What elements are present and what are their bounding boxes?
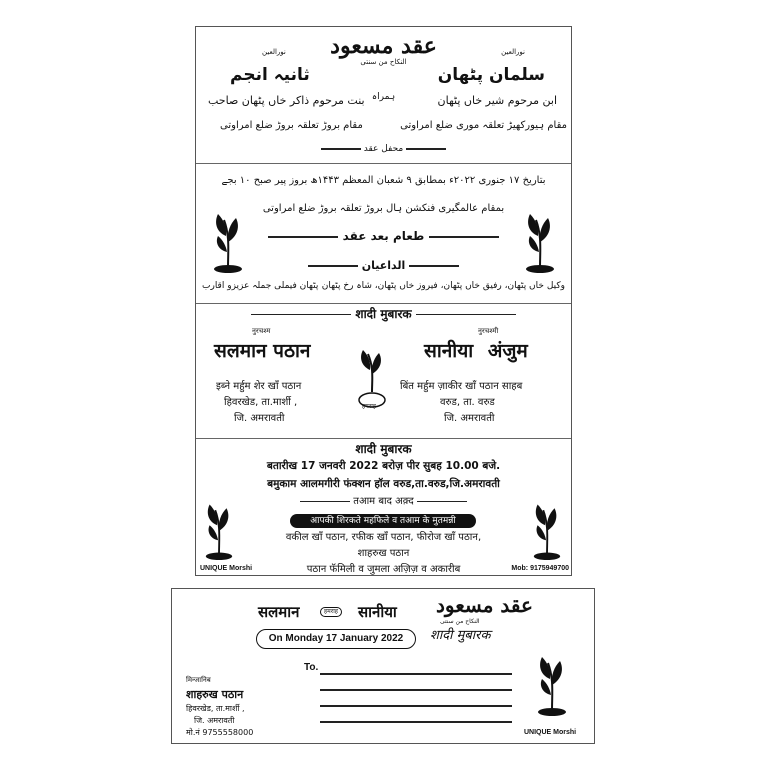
- bride-name-urdu: ثانیہ انجم: [230, 65, 310, 85]
- footer-right: Mob: 9175949700: [511, 565, 569, 572]
- hindi-title: [196, 308, 571, 320]
- date-line-urdu: بتاریخ ۱۷ جنوری ۲۰۲۲ء بمطابق ۹ شعبان المعظم ۱۴۴۳ھ بروز پیر صبح ۱۰ بجے: [221, 175, 546, 186]
- hindi-title-2: शादी मुबारक: [355, 442, 412, 456]
- divider-right: [409, 265, 459, 267]
- plant-icon-left: [202, 497, 236, 561]
- from-address1: हिवरखेड, ता.मार्शी ,: [186, 704, 245, 713]
- bride-parent-urdu: بنت مرحوم ذاکر خاں پٹھان صاحب: [208, 94, 365, 107]
- bride-place2-hindi: जि. अमरावती: [444, 413, 495, 424]
- invitees-text-urdu: الداعیان: [361, 259, 406, 272]
- bride-name-hindi: [424, 342, 528, 361]
- bride-place-urdu: مقام بروڑ تعلقہ بروڑ ضلع امراوتی: [220, 120, 363, 131]
- groom-label-hindi: नुरचश्म: [252, 327, 271, 335]
- plant-icon-right: [530, 497, 564, 561]
- bride-label-urdu: نورالعین: [262, 48, 286, 56]
- groom-name-urdu: سلمان پٹھان: [437, 65, 545, 85]
- center-mark-hindi: हमराह: [362, 403, 376, 410]
- plant-icon: [534, 647, 570, 719]
- divider-right: [429, 236, 499, 238]
- dinner-heading-hindi: [196, 497, 571, 507]
- bride-first-name-hindi: सानीया: [424, 340, 474, 362]
- family-hindi: पठान फॅमिली व जुमला अज़िज़ व अकारीब: [306, 564, 461, 575]
- address-line: [320, 721, 512, 723]
- divider-right: [417, 501, 467, 502]
- center-mark-urdu: ہمراہ: [371, 92, 396, 102]
- bride-last-name-hindi: अंजुम: [487, 340, 528, 362]
- bride-place1-hindi: वरुड, ता. वरुड: [440, 397, 495, 408]
- bride-parent-hindi: बिंत मर्हुम ज़ाकीर खाँ पठान साहब: [400, 381, 523, 392]
- invitation-card: [195, 26, 572, 576]
- groom-place2-hindi: जि. अमरावती: [234, 413, 285, 424]
- divider-left: [308, 265, 358, 267]
- flower-vase-icon: [354, 344, 390, 410]
- hindi-title-text: शादी मुबारक: [355, 307, 412, 321]
- names-line2-hindi: शाहरुख पठान: [357, 548, 410, 559]
- envelope-title: शादी मुबारक: [430, 628, 491, 643]
- dinner-text-urdu: طعام بعد عقد: [342, 229, 425, 243]
- divider-right: [406, 148, 446, 150]
- date-line-hindi: बतारीख 17 जनवरी 2022 बरोज़ पीर सुबह 10.00 बजे.: [266, 460, 501, 472]
- groom-parent-hindi: इब्ने मर्हुम शेर खाँ पठान: [216, 381, 302, 392]
- divider-left: [300, 501, 350, 502]
- mehfil-heading: [196, 145, 571, 154]
- from-address2: जि. अमरावती: [194, 716, 235, 725]
- envelope-card: [171, 588, 595, 744]
- groom-label-urdu: نورالعین: [501, 48, 525, 56]
- hindi-details-section: [196, 439, 571, 576]
- envelope-mark: हमराह: [320, 607, 342, 617]
- from-label: मिन्जानिब: [186, 676, 211, 684]
- address-line: [320, 705, 512, 707]
- nikah-logo: عقد مسعود: [330, 33, 437, 59]
- groom-parent-urdu: ابن مرحوم شیر خاں پٹھان: [437, 94, 557, 107]
- divider-left: [321, 148, 361, 150]
- invitation-pill: आपकी शिरकते महफिले व तआम के मुतमन्नी: [290, 514, 476, 528]
- urdu-details-section: [196, 164, 571, 303]
- urdu-header-section: [196, 27, 571, 163]
- invitees-heading-urdu: [196, 260, 571, 271]
- nikah-logo-subtitle: النکاح من سنتی: [360, 58, 407, 66]
- footer-left: UNIQUE Morshi: [200, 565, 253, 572]
- venue-line-hindi: बमुकाम आलमगीरी फंक्शन हॉल वरुड,ता.वरुड,जि.अमरावती: [267, 478, 500, 490]
- to-label: To.: [304, 662, 319, 673]
- from-name: शाहरुख पठान: [186, 688, 244, 701]
- family-urdu: پٹھان فیملی جملہ عزیزو اقارب: [202, 281, 319, 291]
- envelope-logo-subtitle: النکاح من سنتی: [440, 618, 480, 625]
- names-line1-hindi: वकील खाँ पठान, रफीक खाँ पठान, फीरोज खाँ पठान,: [285, 532, 482, 543]
- envelope-footer: UNIQUE Morshi: [524, 729, 577, 736]
- date-pill: On Monday 17 January 2022: [256, 629, 416, 649]
- envelope-logo: عقد مسعود: [436, 593, 533, 617]
- dinner-heading-urdu: [196, 230, 571, 242]
- groom-place-urdu: مقام ہیورکھیڑ تعلقہ موری ضلع امراوتی: [400, 120, 567, 131]
- envelope-bride: सानीया: [358, 603, 397, 621]
- divider-left: [251, 314, 351, 315]
- divider-right: [416, 314, 516, 315]
- invitee-names-urdu: وکیل خاں پٹھان، رفیق خاں پٹھان، فیروز خاں پٹھان، شاہ رخ پٹھان: [321, 281, 565, 291]
- bride-label-hindi: नुरचश्मी: [478, 327, 499, 335]
- envelope-groom: सलमान: [258, 603, 300, 621]
- groom-place1-hindi: हिवरखेड, ता.मार्शी ,: [224, 397, 298, 408]
- address-line: [320, 673, 512, 675]
- mehfil-text: محفل عقد: [363, 144, 404, 154]
- venue-line-urdu: بمقام عالمگیری فنکشن ہال بروڑ تعلقہ بروڑ ضلع امراوتی: [262, 203, 505, 214]
- address-line: [320, 689, 512, 691]
- dinner-text-hindi: तआम बाद अक़्द: [353, 496, 414, 507]
- divider-left: [268, 236, 338, 238]
- hindi-names-section: [196, 304, 571, 438]
- groom-name-hindi: सलमान पठान: [214, 340, 311, 362]
- from-mobile: मो.नं 9755558000: [186, 728, 254, 737]
